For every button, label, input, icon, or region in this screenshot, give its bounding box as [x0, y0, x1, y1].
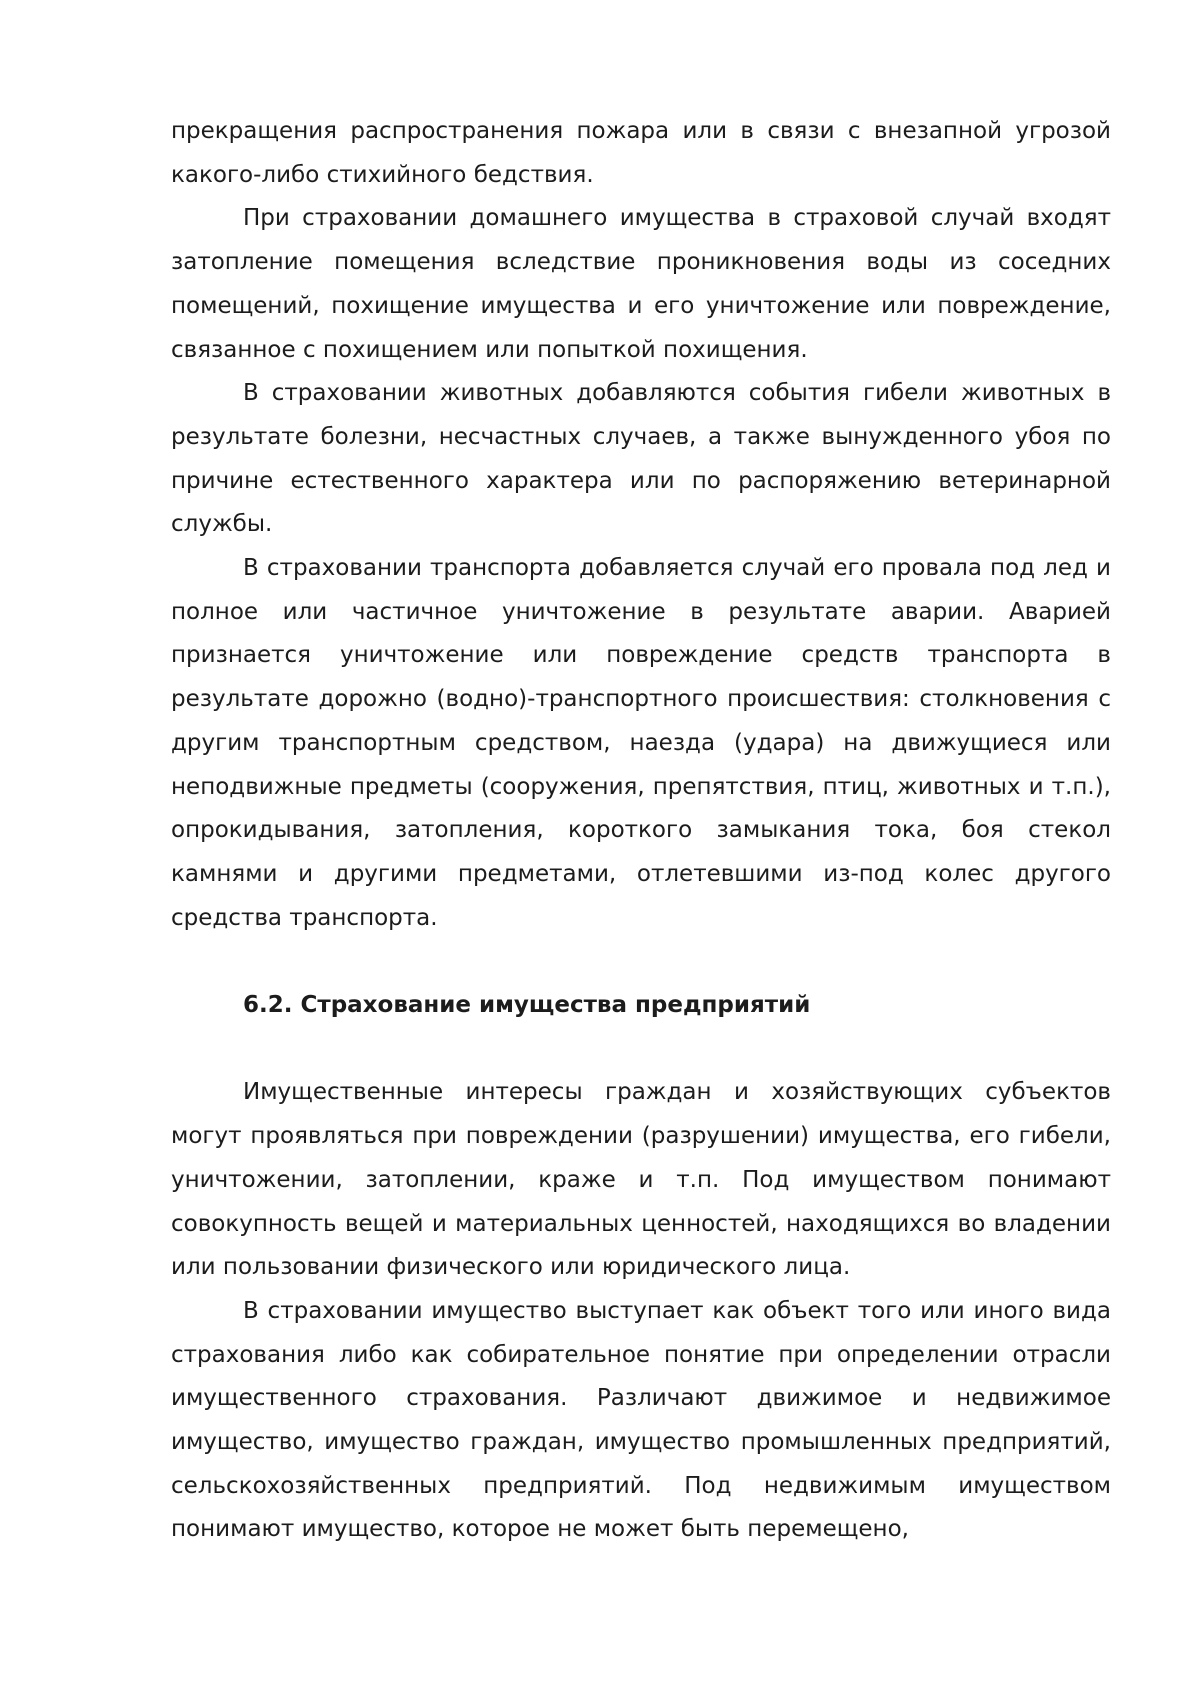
paragraph-animals: В страховании животных добавляются события гибели животных в результате болезни, несчастных случаев, а также вынужденного убоя по причине естественного характера или по распоряжению ветеринарной службы. [171, 380, 1111, 538]
section-heading: 6.2. Страхование имущества предприятий [243, 992, 811, 1019]
paragraph-continuation: прекращения распространения пожара или в связи с внезапной угрозой какого-либо стихийного бедствия. [171, 118, 1111, 188]
document-page [171, 110, 1111, 1552]
paragraph-home-property: При страховании домашнего имущества в страховой случай входят затопление помещения вследствие проникновения воды из соседних помещений, похищение имущества и его уничтожение или повреждение, связанное с похищением или попыткой похищения. [171, 205, 1111, 363]
paragraph-property-object: В страховании имущество выступает как объект того или иного вида страхования либо как собирательное понятие при определении отрасли имущественного страхования. Различают движимое и недвижимое имущество, имущество граждан, имущество промышленных предприятий, сельскохозяйственных предприятий. Под недвижимым имуществом понимают имущество, которое не может быть перемещено, [171, 1297, 1111, 1543]
paragraph-property-interests: Имущественные интересы граждан и хозяйствующих субъектов могут проявляться при повреждении (разрушении) имущества, его гибели, уничтожении, затоплении, краже и т.п. Под имуществом понимают совокупность вещей и материальных ценностей, находящихся во владении или пользовании физического или юридического лица. [171, 1079, 1111, 1281]
paragraph-transport: В страховании транспорта добавляется случай его провала под лед и полное или частичное уничтожение в результате аварии. Аварией признается уничтожение или повреждение средств транспорта в результате дорожно (водно)-транспортного происшествия: столкновения с другим транспортным средством, наезда (удара) на движущиеся или неподвижные предметы (сооружения, препятствия, птиц, животных и т.п.), опрокидывания, затопления, короткого замыкания тока, боя стекол камнями и другими предметами, отлетевшими из-под колес другого средства транспорта. [171, 555, 1111, 931]
